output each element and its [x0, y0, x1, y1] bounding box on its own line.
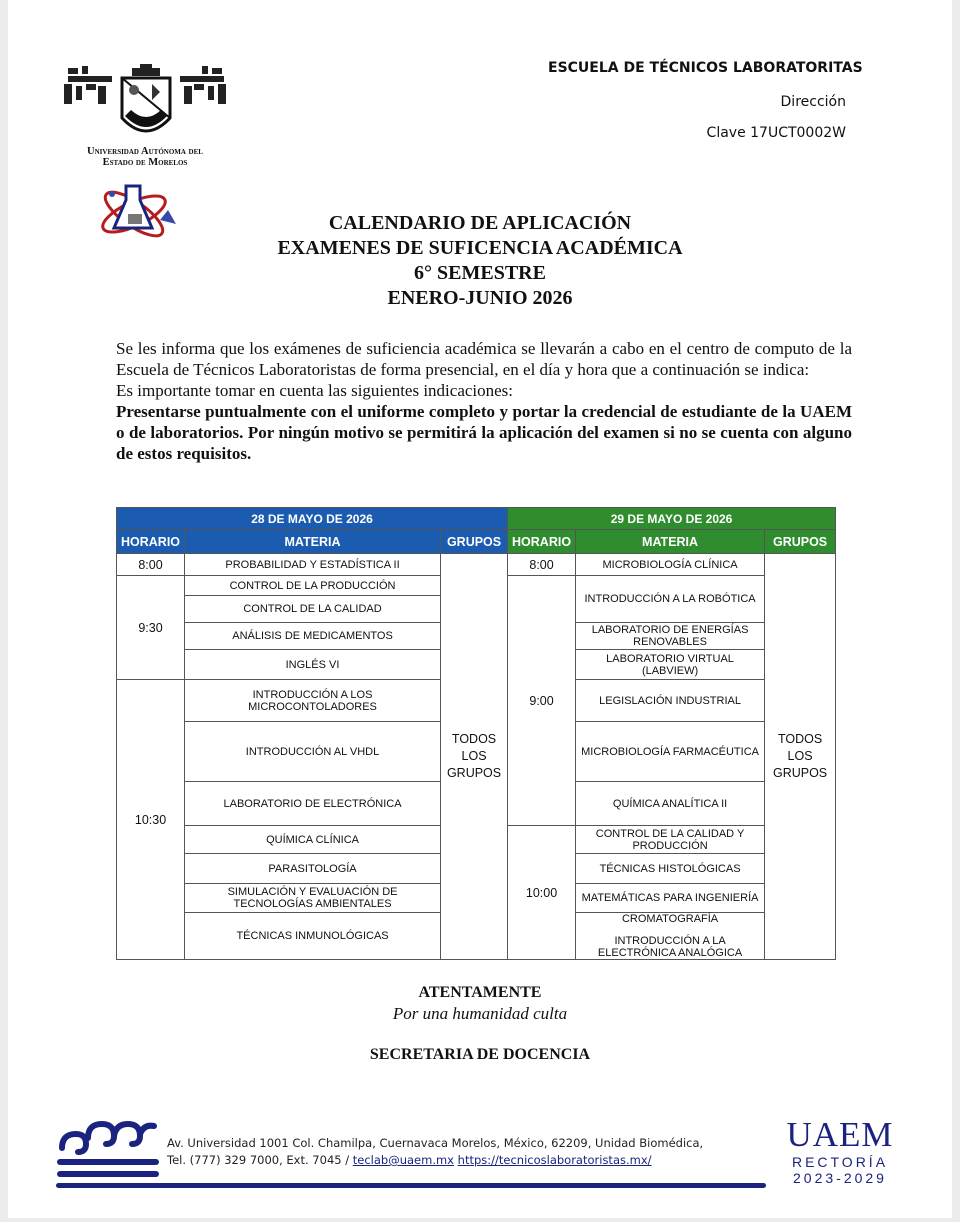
subject-cell: CROMATOGRAFÍA INTRODUCCIÓN A LA ELECTRÓNICA ANALÓGICA: [576, 913, 765, 960]
time-cell: 9:00: [508, 576, 576, 826]
subject-cell: LEGISLACIÓN INDUSTRIAL: [576, 680, 765, 722]
footer-website-link[interactable]: https://tecnicoslaboratoristas.mx/: [457, 1153, 652, 1167]
uaem-crest-logo: [62, 64, 230, 144]
subject-cell: MICROBIOLOGÍA FARMACÉUTICA: [576, 722, 765, 782]
subject-cell: LABORATORIO VIRTUAL (LABVIEW): [576, 650, 765, 680]
intro-requirements: Presentarse puntualmente con el uniforme completo y portar la credencial de estudiante de la UAEM o de laboratorios. Por ningún motivo se permitirá la aplicación del examen si no se cuenta con alguno de estos requisitos.: [116, 402, 852, 463]
footer-contact: [167, 1135, 703, 1169]
col-materia-1: MATERIA: [185, 530, 441, 554]
subject-cell: INTRODUCCIÓN A LA ROBÓTICA: [576, 576, 765, 623]
footer-divider: [56, 1183, 766, 1188]
intro-paragraph-1: Se les informa que los exámenes de suficiencia académica se llevarán a cabo en el centro de computo de la Escuela de Técnicos Laboratoristas de forma presencial, en el día y hora que a continuación se indica:: [116, 339, 852, 379]
university-name: [62, 146, 228, 168]
document-title: [8, 211, 952, 311]
groups-cell-day2: TODOS LOS GRUPOS: [765, 554, 836, 960]
time-cell: 10:00: [508, 826, 576, 960]
closing-regards: ATENTAMENTE: [418, 984, 542, 1001]
footer-brand-sub2: 2023-2029: [793, 1170, 887, 1186]
groups-cell-day1: TODOS LOS GRUPOS: [441, 554, 508, 960]
intro-text: [116, 338, 852, 464]
department-name: Dirección: [780, 94, 846, 110]
col-materia-2: MATERIA: [576, 530, 765, 554]
subject-cell: MATEMÁTICAS PARA INGENIERÍA: [576, 884, 765, 913]
subject-cell: QUÍMICA CLÍNICA: [185, 826, 441, 854]
footer-email-link[interactable]: teclab@uaem.mx: [352, 1153, 454, 1167]
footer-brand-name: UAEM: [786, 1115, 894, 1154]
subject-cell: CONTROL DE LA CALIDAD Y PRODUCCIÓN: [576, 826, 765, 854]
subject-cell: LABORATORIO DE ELECTRÓNICA: [185, 782, 441, 826]
day1-header: 28 DE MAYO DE 2026: [117, 508, 508, 530]
time-cell: 8:00: [508, 554, 576, 576]
subject-cell: INTRODUCCIÓN AL VHDL: [185, 722, 441, 782]
school-code: Clave 17UCT0002W: [706, 125, 846, 141]
footer-brand: [785, 1116, 895, 1186]
uaem-wave-logo: [56, 1118, 162, 1184]
university-name-line2: Estado de Morelos: [102, 157, 188, 168]
subject-cell: ANÁLISIS DE MEDICAMENTOS: [185, 623, 441, 650]
col-grupos-1: GRUPOS: [441, 530, 508, 554]
subject-cell: INGLÉS VI: [185, 650, 441, 680]
col-horario-2: HORARIO: [508, 530, 576, 554]
subject-cell: INTRODUCCIÓN A LOS MICROCONTOLADORES: [185, 680, 441, 722]
time-cell: 8:00: [117, 554, 185, 576]
subject-cell: QUÍMICA ANALÍTICA II: [576, 782, 765, 826]
closing-motto: Por una humanidad culta: [392, 1004, 568, 1023]
closing-office: SECRETARIA DE DOCENCIA: [369, 1046, 591, 1063]
title-line4: ENERO-JUNIO 2026: [387, 287, 573, 309]
footer-phone-line: [167, 1152, 703, 1169]
time-cell: 10:30: [117, 680, 185, 960]
title-line1: CALENDARIO DE APLICACIÓN: [328, 212, 632, 234]
intro-paragraph-2: Es importante tomar en cuenta las siguientes indicaciones:: [116, 381, 514, 400]
title-line3: 6° SEMESTRE: [414, 262, 546, 284]
footer-phone: Tel. (777) 329 7000, Ext. 7045 /: [167, 1153, 350, 1167]
university-name-line1: Universidad Autónoma del: [87, 146, 203, 157]
document-page: [8, 0, 952, 1218]
col-grupos-2: GRUPOS: [765, 530, 836, 554]
subject-cell: SIMULACIÓN Y EVALUACIÓN DE TECNOLOGÍAS AMBIENTALES: [185, 884, 441, 913]
subject-cell: CONTROL DE LA CALIDAD: [185, 596, 441, 623]
exam-calendar-table: [116, 507, 836, 960]
subject-cell: TÉCNICAS HISTOLÓGICAS: [576, 854, 765, 884]
subject-cell: CONTROL DE LA PRODUCCIÓN: [185, 576, 441, 596]
day2-header: 29 DE MAYO DE 2026: [508, 508, 836, 530]
time-cell: 9:30: [117, 576, 185, 680]
title-line2: EXAMENES DE SUFICENCIA ACADÉMICA: [277, 237, 683, 259]
subject-cell: MICROBIOLOGÍA CLÍNICA: [576, 554, 765, 576]
subject-cell: PARASITOLOGÍA: [185, 854, 441, 884]
footer-brand-sub1: RECTORÍA: [791, 1154, 889, 1170]
footer-address: Av. Universidad 1001 Col. Chamilpa, Cuernavaca Morelos, México, 62209, Unidad Biomédica,: [167, 1136, 704, 1150]
col-horario-1: HORARIO: [117, 530, 185, 554]
school-name: ESCUELA DE TÉCNICOS LABORATORITAS: [548, 60, 863, 76]
subject-cell: LABORATORIO DE ENERGÍAS RENOVABLES: [576, 623, 765, 650]
subject-cell: PROBABILIDAD Y ESTADÍSTICA II: [185, 554, 441, 576]
subject-cell: TÉCNICAS INMUNOLÓGICAS: [185, 913, 441, 960]
